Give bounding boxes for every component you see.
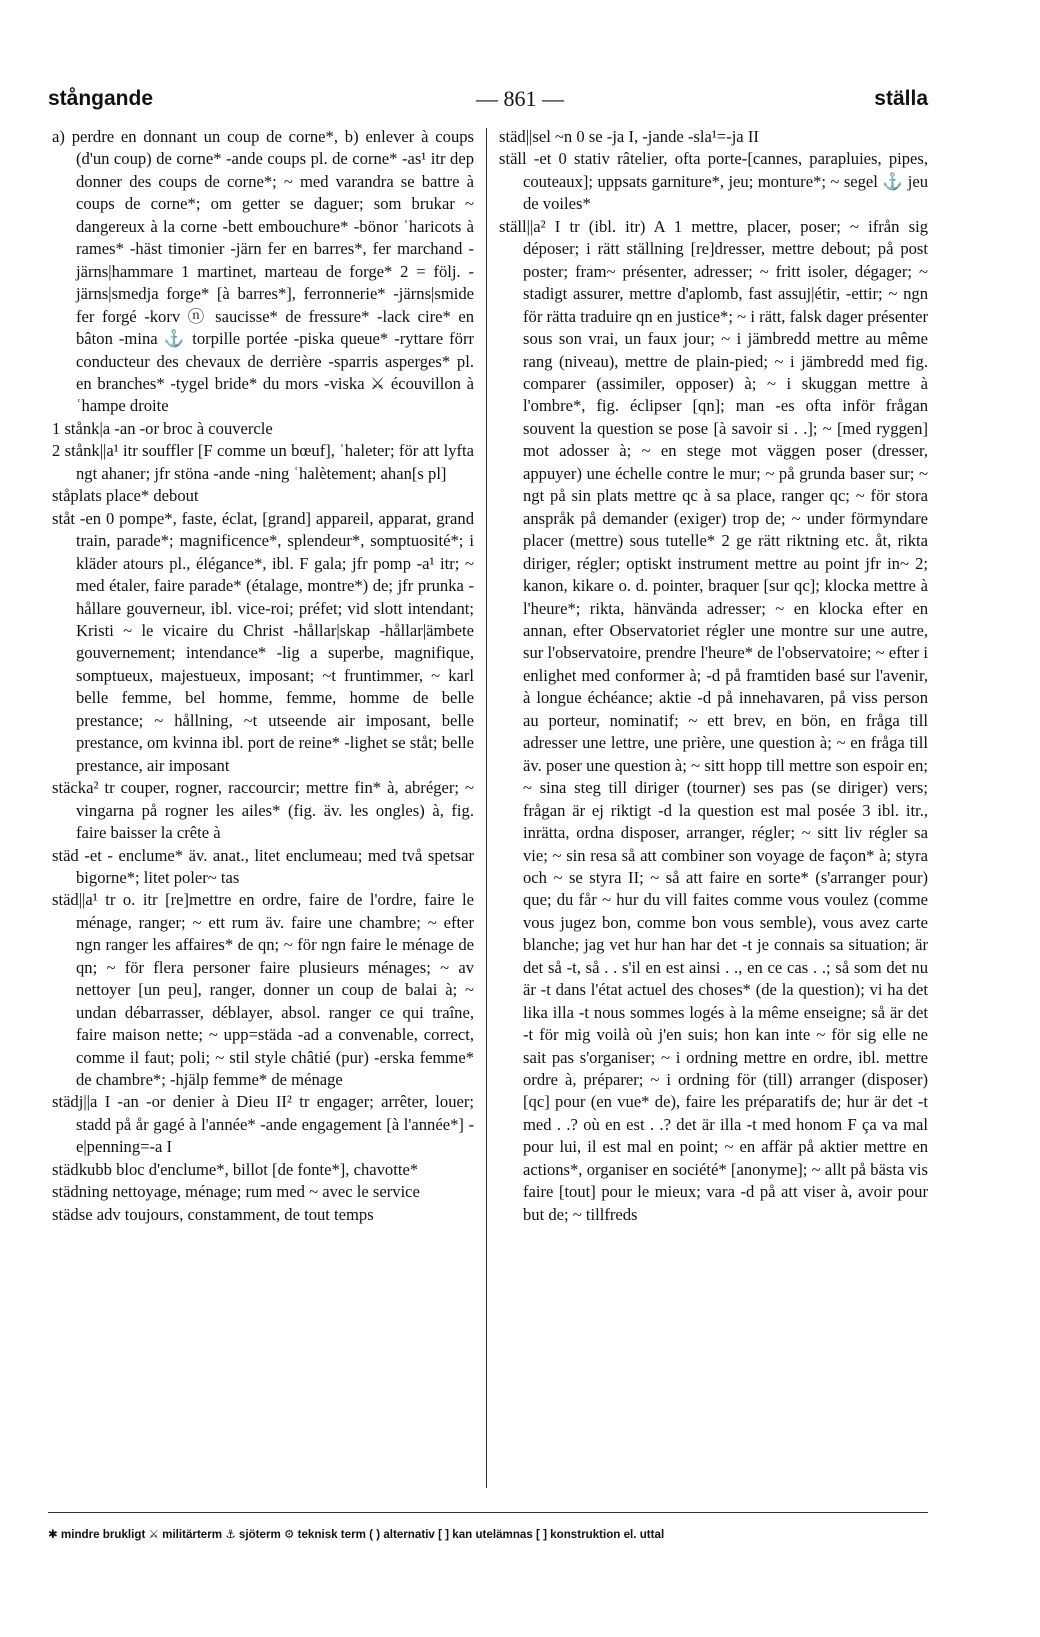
left-column xyxy=(52,126,474,1496)
footer-rule xyxy=(48,1512,928,1513)
dictionary-entry: städning nettoyage, ménage; rum med ~ avec le service xyxy=(52,1182,420,1202)
dictionary-entry: stäcka² tr couper, rogner, raccourcir; mettre fin* à, abréger; ~ vingarna på rogner les ailes* (fig. äv. les ongles) à, fig. faire baisser la crête à xyxy=(52,778,474,843)
dictionary-entry: ställ -et 0 stativ râtelier, ofta porte-[cannes, parapluies, pipes, couteaux]; uppsats garniture*, jeu; monture*; ~ segel ⚓ jeu de voiles* xyxy=(499,149,928,214)
dictionary-entry: städse adv toujours, constamment, de tout temps xyxy=(52,1204,374,1224)
dictionary-entry: städkubb bloc d'enclume*, billot [de fonte*], chavotte* xyxy=(52,1159,419,1179)
page-number: — 861 — xyxy=(476,86,564,111)
dictionary-entry: a) perdre en donnant un coup de corne*, b) enlever à coups (d'un coup) de corne* -ande coups pl. de corne* -as¹ itr dep donner des coups de corne*; ~ med varandra se battre à coups de corne*; om getter se daguer; som brukar ~ dangereux à la corne -bett embouchure* -bönor ʿharicots à rames* -häst timonier -järn fer en barres*, fer marchand -järns|hammare 1 martinet, marteau de forge* 2 = följ. -järns|smedja forge* [à barres*], ferronnerie* -järns|smide fer forgé -korv ⓝ saucisse* de fressure* -lack cire* en bâton -mina ⚓ torpille portée -piska queue* -ryttare förr conducteur des chevaux de derrière -sparris asperges* pl. en branches* -tygel bride* du mors -viska ⚔ écouvillon à ʿhampe droite xyxy=(52,127,474,416)
dictionary-entry: ståt -en 0 pompe*, faste, éclat, [grand] appareil, apparat, grand train, parade*; magnificence*, splendeur*, somptuosité*; i kläder atours pl., élégance*, ibl. F gala; jfr pomp -a¹ itr; ~ med étaler, faire parade* (étalage, montre*) de; jfr prunka -hållare gouverneur, ibl. vice-roi; préfet; vid slott intendant; Kristi ~ le vicaire du Christ -hållar|skap -hållar|ämbete gouvernement; intendance* -lig a superbe, magnifique, somptueux, majestueux, imposant; ~t fruntimmer, ~ karl belle femme, bel homme, femme, homme de belle prestance; ~ hållning, ~t utseende air imposant, belle prestance, om kvinna ibl. port de reine* -lighet se ståt; belle prestance, air imposant xyxy=(52,508,474,775)
dictionary-entry: städ||a¹ tr o. itr [re]mettre en ordre, faire de l'ordre, faire le ménage, ranger; ~ ett rum äv. faire une chambre; ~ efter ngn ranger les affaires* de qn; ~ för ngn faire le ménage de qn; ~ för flera personer faire plusieurs ménages; ~ av nettoyer [un peu], ranger, donner un coup de balai à; ~ undan débarrasser, déblayer, absol. ranger ce qui traîne, faire maison nette; ~ upp=städa -ad a convenable, correct, comme il faut; poli; ~ stil style châtié (pur) -erska femme* de chambre*; -hjälp femme* de ménage xyxy=(52,890,474,1090)
dictionary-entry: 2 stånk||a¹ itr souffler [F comme un bœuf], ʿhaleter; för att lyfta ngt ahaner; jfr stöna -ande -ning ʿhalètement; ahan[s pl] xyxy=(52,441,474,483)
symbol-legend: ✱ mindre brukligt ⚔ militärterm ⚓ sjöterm ⚙ teknisk term ( ) alternativ [ ] kan utelämnas [ ] konstruktion el. uttal xyxy=(48,1528,665,1541)
dictionary-entry: städ -et - enclume* äv. anat., litet enclumeau; med två spetsar bigorne*; litet poler~ tas xyxy=(52,845,474,887)
running-head-right: ställa xyxy=(874,87,928,110)
right-column xyxy=(499,126,928,1496)
dictionary-entry: ställ||a² I tr (ibl. itr) A 1 mettre, placer, poser; ~ ifrån sig déposer; i rätt ställning [re]dresser, mettre debout; på post poster; fram~ présenter, adresser; ~ fritt isoler, dégager; ~ stadigt assurer, mettre d'aplomb, fast assuj|étir, -ettir; ~ ngn för rätta traduire qn en justice*; ~ i rätt, falsk dager présenter sous son vrai, un faux jour; ~ i jämbredd mettre au même rang (niveau), mettre de plain-pied; ~ i jämbredd med fig. comparer (assimiler, opposer) à; ~ i skuggan mettre à l'ombre*, fig. éclipser [qn]; man -es ofta inför frågan souvent la question se pose [à savoir si . .]; ~ [med ryggen] mot adosser à; ~ en stege mot väggen poser (dresser, appuyer) une échelle contre le mur; ~ på grunda baser sur; ~ ngt på sin plats mettre qc à sa place, ranger qc; ~ för stora anspråk på demander (exiger) trop de; ~ under förmyndare placer (mettre) sous tutelle* 2 ge rätt riktning etc. åt, rikta diriger, régler; optiskt instrument mettre au point jfr in~ 2; kanon, kikare o. d. pointer, braquer [sur qc]; klocka mettre à l'heure*; rikta, hänvända adresser; ~ en klocka efter en annan, efter Observatoriet régler une montre sur une autre, sur l'observatoire, prendre l'heure* de l'observatoire; ~ efter i enlighet med conformer à; -d på framtiden basé sur l'avenir, à longue échéance; aktie -d på innehavaren, på viss person au porteur, nominatif; ~ ett brev, en bön, en fråga till adresser une lettre, une prière, une question à; ~ en fråga till äv. poser une question à; ~ sitt hopp till mettre son espoir en; ~ sina steg till diriger (tourner) ses pas (se diriger) vers; frågan är ej riktigt -d la question est mal posée 3 ibl. itr., inrätta, ordna disposer, arranger, régler; ~ sitt liv régler sa vie; ~ sin resa så att combiner son voyage de façon* à; styra och ~ se styra II; ~ så att faire en sorte* (s'arranger pour) que; du får ~ hur du vill faites comme vous voulez (comme vous jugez bon, comme bon vous semble), vous avez carte blanche; jag vet hur han har det -t je connais sa situation; är det så -t, så . . s'il en est ainsi . ., en ce cas . .; så som det nu är -t dans l'état actuel des choses* (de la question); vi ha det lika illa -t nous sommes logés à la même enseigne; så är det -t för mig voilà où j'en suis; hon kan inte ~ för sig elle ne sait pas s'organiser; ~ i ordning mettre en ordre, ibl. mettre ordre à, préparer; ~ i ordning för (till) arranger (disposer) [qc] pour (en vue* de), faire les préparatifs de; hur är det -t med . .? où en est . .? det är illa -t med honom F ça va mal pour lui, il est mal en point; ~ en affär på aktier mettre en actions*, organiser en société* [anonyme]; ~ allt på bästa vis faire [tout] pour le mieux; vara -d på att viser à, avoir pour but de; ~ tillfreds xyxy=(499,216,928,1224)
dictionary-entry: städj||a I -an -or denier à Dieu II² tr engager; arrêter, louer; stadd på år gagé à l'année* -ande engagement [à l'année*] -e|penning=-a I xyxy=(52,1092,474,1157)
running-head-left: stångande xyxy=(48,87,154,110)
dictionary-entry: städ||sel ~n 0 se -ja I, -jande -sla¹=-ja II xyxy=(499,127,759,146)
dictionary-entry: 1 stånk|a -an -or broc à couvercle xyxy=(52,418,273,438)
column-divider xyxy=(486,128,487,1488)
dictionary-entry: ståplats place* debout xyxy=(52,486,199,506)
